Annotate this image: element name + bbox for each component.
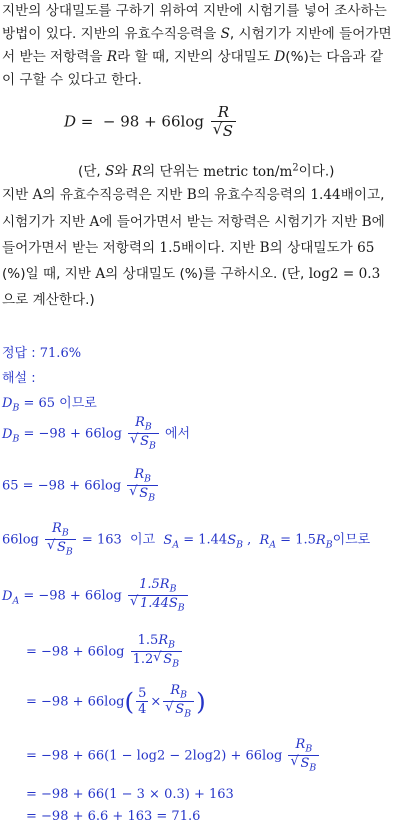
step-8: = −98 + 66(1 − log2 − 2log2) + 66log $R_B$ √ $S_B$ <box>26 738 321 774</box>
step-3: 65 = −98 + 66log $R_B$ √ $S_B$ <box>2 468 160 504</box>
problem-line-1: 지반의 상대밀도를 구하기 위하여 지반에 시험기를 넣어 조사하는 <box>2 3 387 19</box>
step-4: 66log $R_B$ √ $S_B$ = 163 이고 $S_A = 1.44S_B$ , $R_A = 1.5R_B$이므로 <box>2 522 370 558</box>
answer-line <box>2 342 81 361</box>
step-1: $D_B = 65$ 이므로 <box>2 396 97 414</box>
problem-line-9: 으로 계산한다.) <box>2 292 95 308</box>
step-7: = −98 + 66log( $\frac{5}{4}$ × $R_B$ √ $S_B$ ) <box>26 684 206 720</box>
problem-line-7: 들어가면서 받는 저항력의 1.5배이다. 지반 B의 상대밀도가 65 <box>2 240 375 256</box>
problem-line-3: 서 받는 저항력을 R라 할 때, 지반의 상대밀도 D(%)는 다음과 같 <box>2 49 384 65</box>
step-final: = −98 + 6.6 + 163 = 71.6 <box>26 809 201 824</box>
problem-line-4: 이 구할 수 있다고 한다. <box>2 72 142 88</box>
problem-line-8: (%)일 때, 지반 A의 상대밀도 (%)를 구하시오. (단, log2 = 0.3 <box>2 266 381 282</box>
answer-label: 정답 : <box>2 346 40 361</box>
step-6: = −98 + 66log $\frac{1.5R_B}{1.2√ S_B}$ <box>26 634 184 670</box>
step-9: = −98 + 66(1 − 3 × 0.3) + 163 <box>26 787 234 802</box>
formula-numerator: R <box>217 103 230 121</box>
formula-fraction <box>211 104 236 140</box>
answer-value: 71.6% <box>39 346 82 361</box>
unit-note: (단, S와 R의 단위는 metric ton/$m^2$이다.) <box>78 162 335 180</box>
main-formula: D = − 98 + 66log R √ S <box>64 104 400 140</box>
problem-line-6: 시험기가 지반 A에 들어가면서 받는 저항력은 시험기가 지반 B에 <box>2 214 385 230</box>
problem-line-5: 지반 A의 유효수직응력은 지반 B의 유효수직응력의 1.44배이고, <box>2 187 385 203</box>
step-2: $D_B = -98 + 66\log$ $R_B$ √ $S_B$ 에서 <box>2 416 190 452</box>
step-5: $D_A = -98 + 66\log$ $1.5R_B$ √ $1.44S_B$ <box>2 578 190 614</box>
formula-denominator: S <box>222 121 234 140</box>
problem-line-2: 방법이 있다. 지반의 유효수직응력을 S, 시험기가 지반에 들어가면 <box>2 26 392 42</box>
explanation-label: 해설 : <box>2 371 36 386</box>
